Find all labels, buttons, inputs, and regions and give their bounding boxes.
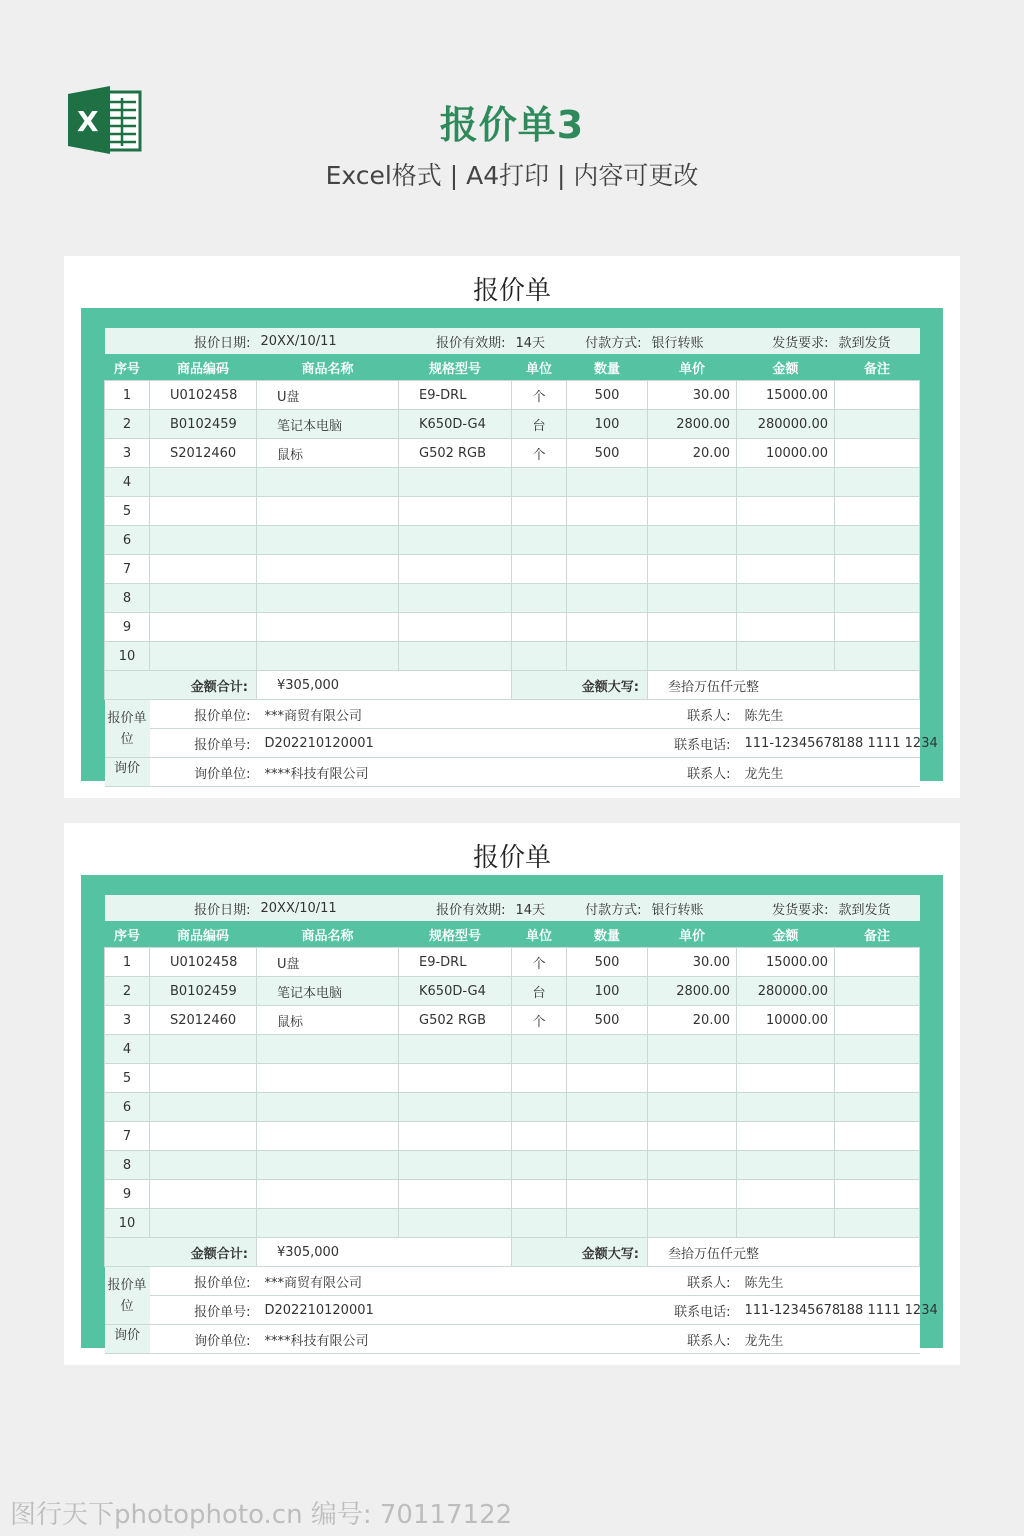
quantity-cell[interactable]: 500 xyxy=(567,1006,648,1035)
unit-price-cell[interactable] xyxy=(648,1151,737,1180)
unit-cell[interactable] xyxy=(512,1064,567,1093)
payment-value[interactable]: 银行转账 xyxy=(648,328,737,354)
sum-label: 金额合计: xyxy=(105,1238,257,1267)
quantity-cell[interactable] xyxy=(567,642,648,671)
quote-sheet xyxy=(64,256,960,798)
unit-price-cell[interactable] xyxy=(648,642,737,671)
product-name-cell[interactable] xyxy=(257,468,399,497)
quote-phone-value-2[interactable]: 188 1111 1234 xyxy=(835,1296,920,1325)
unit-price-cell[interactable] xyxy=(648,497,737,526)
amount-cell[interactable] xyxy=(737,468,835,497)
sheet-title: 报价单 xyxy=(472,276,551,306)
quote-no-label: 报价单号: xyxy=(150,729,257,758)
spec-model-cell[interactable]: K650D-G4 xyxy=(399,410,512,439)
unit-price-cell[interactable] xyxy=(648,1122,737,1151)
product-code-cell[interactable] xyxy=(150,613,257,642)
amount-cell[interactable]: 15000.00 xyxy=(737,381,835,410)
amount-cell[interactable] xyxy=(737,1180,835,1209)
row-index-cell: 1 xyxy=(105,948,150,977)
quote-number-row xyxy=(105,1296,920,1325)
unit-price-cell[interactable] xyxy=(648,526,737,555)
unit-price-cell[interactable] xyxy=(648,584,737,613)
unit-price-cell[interactable]: 2800.00 xyxy=(648,977,737,1006)
spec-model-cell[interactable]: E9-DRL xyxy=(399,948,512,977)
product-code-cell[interactable] xyxy=(150,497,257,526)
unit-cell[interactable] xyxy=(512,1122,567,1151)
info-row xyxy=(105,328,920,354)
product-name-cell[interactable] xyxy=(257,1035,399,1064)
inquiry-party-row xyxy=(105,758,920,787)
unit-cell[interactable]: 个 xyxy=(512,1006,567,1035)
unit-cell[interactable] xyxy=(512,497,567,526)
product-name-cell[interactable]: 鼠标 xyxy=(257,439,399,468)
product-code-cell[interactable]: B0102459 xyxy=(150,410,257,439)
product-code-cell[interactable]: U0102458 xyxy=(150,948,257,977)
unit-cell[interactable] xyxy=(512,1180,567,1209)
table-row xyxy=(105,642,920,671)
quantity-cell[interactable] xyxy=(567,1209,648,1238)
payment-label: 付款方式: xyxy=(567,895,648,921)
unit-cell[interactable] xyxy=(512,555,567,584)
quote-table xyxy=(104,895,938,1354)
product-name-cell[interactable]: 笔记本电脑 xyxy=(257,410,399,439)
product-name-cell[interactable] xyxy=(257,1093,399,1122)
product-code-cell[interactable]: S2012460 xyxy=(150,1006,257,1035)
unit-cell[interactable]: 个 xyxy=(512,439,567,468)
product-name-cell[interactable] xyxy=(257,1209,399,1238)
column-header: 序号 xyxy=(105,354,150,381)
product-code-cell[interactable] xyxy=(150,555,257,584)
row-index-cell: 8 xyxy=(105,584,150,613)
quantity-cell[interactable] xyxy=(567,1035,648,1064)
column-header: 商品编码 xyxy=(150,354,257,381)
unit-price-cell[interactable]: 30.00 xyxy=(648,948,737,977)
spec-model-cell[interactable] xyxy=(399,468,512,497)
sum-upper-label: 金额大写: xyxy=(512,1238,648,1267)
inquiry-unit-value[interactable]: ****科技有限公司 xyxy=(257,1325,567,1354)
unit-price-cell[interactable]: 30.00 xyxy=(648,381,737,410)
quote-sheet xyxy=(64,823,960,1365)
column-header-row xyxy=(105,921,920,948)
watermark: 图行天下photophoto.cn 编号: 70117122 xyxy=(10,1500,513,1530)
valid-period-value[interactable]: 14天 xyxy=(512,895,567,921)
quantity-cell[interactable] xyxy=(567,555,648,584)
quote-contact-value[interactable]: 陈先生 xyxy=(737,1267,920,1296)
remarks-cell[interactable] xyxy=(835,977,920,1006)
sheet-title: 报价单 xyxy=(472,843,551,873)
remarks-cell[interactable] xyxy=(835,642,920,671)
page-subtitle: Excel格式 | A4打印 | 内容可更改 xyxy=(325,161,699,190)
product-code-cell[interactable] xyxy=(150,1035,257,1064)
unit-cell[interactable]: 个 xyxy=(512,381,567,410)
product-code-cell[interactable] xyxy=(150,642,257,671)
column-header: 金额 xyxy=(737,354,835,381)
product-code-cell[interactable] xyxy=(150,1122,257,1151)
unit-cell[interactable] xyxy=(512,1093,567,1122)
payment-value[interactable]: 银行转账 xyxy=(648,895,737,921)
row-index-cell: 5 xyxy=(105,1064,150,1093)
shipping-label: 发货要求: xyxy=(737,328,835,354)
spec-model-cell[interactable] xyxy=(399,497,512,526)
quote-phone-label: 联系电话: xyxy=(567,1296,737,1325)
row-index-cell: 7 xyxy=(105,555,150,584)
spec-model-cell[interactable] xyxy=(399,613,512,642)
sum-upper-value[interactable]: 叁拾万伍仟元整 xyxy=(648,1238,920,1267)
table-row xyxy=(105,381,920,410)
remarks-cell[interactable] xyxy=(835,555,920,584)
unit-cell[interactable] xyxy=(512,1209,567,1238)
product-code-cell[interactable] xyxy=(150,1064,257,1093)
amount-cell[interactable] xyxy=(737,1064,835,1093)
remarks-cell[interactable] xyxy=(835,468,920,497)
row-index-cell: 9 xyxy=(105,613,150,642)
table-row xyxy=(105,948,920,977)
amount-cell[interactable] xyxy=(737,1035,835,1064)
spec-model-cell[interactable]: G502 RGB xyxy=(399,1006,512,1035)
product-name-cell[interactable] xyxy=(257,497,399,526)
shipping-value[interactable]: 款到发货 xyxy=(835,328,920,354)
unit-cell[interactable] xyxy=(512,613,567,642)
table-row xyxy=(105,1006,920,1035)
product-name-cell[interactable]: U盘 xyxy=(257,948,399,977)
remarks-cell[interactable] xyxy=(835,410,920,439)
unit-cell[interactable] xyxy=(512,584,567,613)
sheet-inner xyxy=(104,895,938,1355)
quote-phone-label: 联系电话: xyxy=(567,729,737,758)
sum-upper-label: 金额大写: xyxy=(512,671,648,700)
amount-cell[interactable] xyxy=(737,613,835,642)
product-code-cell[interactable] xyxy=(150,1180,257,1209)
page-header xyxy=(0,0,1024,230)
spec-model-cell[interactable] xyxy=(399,526,512,555)
remarks-cell[interactable] xyxy=(835,1180,920,1209)
amount-cell[interactable] xyxy=(737,526,835,555)
product-name-cell[interactable] xyxy=(257,1151,399,1180)
product-name-cell[interactable] xyxy=(257,1064,399,1093)
spec-model-cell[interactable] xyxy=(399,642,512,671)
quote-unit-label: 报价单位: xyxy=(150,700,257,729)
unit-price-cell[interactable]: 20.00 xyxy=(648,1006,737,1035)
row-index-cell: 6 xyxy=(105,1093,150,1122)
table-row xyxy=(105,555,920,584)
inquiry-unit-label: 询价单位: xyxy=(150,1325,257,1354)
remarks-cell[interactable] xyxy=(835,948,920,977)
remarks-cell[interactable] xyxy=(835,1209,920,1238)
quote-table xyxy=(104,328,938,787)
quote-phone-value-2[interactable]: 188 1111 1234 xyxy=(835,729,920,758)
column-header: 金额 xyxy=(737,921,835,948)
row-index-cell: 1 xyxy=(105,381,150,410)
unit-cell[interactable] xyxy=(512,468,567,497)
quote-phone-value[interactable]: 111-12345678 xyxy=(737,729,835,758)
row-index-cell: 10 xyxy=(105,1209,150,1238)
unit-price-cell[interactable] xyxy=(648,613,737,642)
quote-unit-value[interactable]: ***商贸有限公司 xyxy=(257,1267,567,1296)
amount-cell[interactable] xyxy=(737,1122,835,1151)
quantity-cell[interactable]: 500 xyxy=(567,381,648,410)
amount-cell[interactable] xyxy=(737,584,835,613)
product-code-cell[interactable]: S2012460 xyxy=(150,439,257,468)
quantity-cell[interactable]: 500 xyxy=(567,439,648,468)
quote-party-side: 报价单位 xyxy=(105,1267,150,1325)
column-header: 规格型号 xyxy=(399,921,512,948)
quote-unit-value[interactable]: ***商贸有限公司 xyxy=(257,700,567,729)
inquiry-party-side: 询价 xyxy=(105,1325,150,1354)
unit-price-cell[interactable] xyxy=(648,1209,737,1238)
unit-cell[interactable]: 个 xyxy=(512,948,567,977)
valid-period-value[interactable]: 14天 xyxy=(512,328,567,354)
unit-cell[interactable] xyxy=(512,526,567,555)
quantity-cell[interactable]: 100 xyxy=(567,410,648,439)
product-name-cell[interactable] xyxy=(257,584,399,613)
info-row xyxy=(105,895,920,921)
remarks-cell[interactable] xyxy=(835,439,920,468)
column-header: 序号 xyxy=(105,921,150,948)
remarks-cell[interactable] xyxy=(835,1151,920,1180)
sum-value[interactable]: ¥305,000 xyxy=(257,671,512,700)
column-header: 商品名称 xyxy=(257,354,399,381)
amount-cell[interactable] xyxy=(737,497,835,526)
column-header: 备注 xyxy=(835,921,920,948)
quantity-cell[interactable]: 100 xyxy=(567,977,648,1006)
unit-price-cell[interactable] xyxy=(648,1180,737,1209)
spec-model-cell[interactable] xyxy=(399,1122,512,1151)
product-code-cell[interactable]: U0102458 xyxy=(150,381,257,410)
quote-date-label: 报价日期: xyxy=(150,328,257,354)
table-row xyxy=(105,1122,920,1151)
product-name-cell[interactable] xyxy=(257,526,399,555)
remarks-cell[interactable] xyxy=(835,1035,920,1064)
column-header: 单位 xyxy=(512,354,567,381)
unit-price-cell[interactable] xyxy=(648,555,737,584)
shipping-value[interactable]: 款到发货 xyxy=(835,895,920,921)
unit-price-cell[interactable] xyxy=(648,1093,737,1122)
product-code-cell[interactable] xyxy=(150,526,257,555)
product-code-cell[interactable] xyxy=(150,1151,257,1180)
product-name-cell[interactable]: 笔记本电脑 xyxy=(257,977,399,1006)
row-index-cell: 6 xyxy=(105,526,150,555)
quantity-cell[interactable]: 500 xyxy=(567,948,648,977)
remarks-cell[interactable] xyxy=(835,526,920,555)
table-row xyxy=(105,439,920,468)
column-header: 商品名称 xyxy=(257,921,399,948)
quote-no-value[interactable]: D202210120001 xyxy=(257,1296,567,1325)
quote-party-side: 报价单位 xyxy=(105,700,150,758)
product-code-cell[interactable] xyxy=(150,468,257,497)
quantity-cell[interactable] xyxy=(567,497,648,526)
spec-model-cell[interactable] xyxy=(399,1209,512,1238)
inquiry-contact-value[interactable]: 龙先生 xyxy=(737,758,920,787)
amount-cell[interactable] xyxy=(737,555,835,584)
quantity-cell[interactable] xyxy=(567,1093,648,1122)
quantity-cell[interactable] xyxy=(567,468,648,497)
remarks-cell[interactable] xyxy=(835,1122,920,1151)
column-header: 规格型号 xyxy=(399,354,512,381)
quantity-cell[interactable] xyxy=(567,584,648,613)
unit-price-cell[interactable] xyxy=(648,1064,737,1093)
column-header: 商品编码 xyxy=(150,921,257,948)
table-row xyxy=(105,584,920,613)
unit-cell[interactable] xyxy=(512,1151,567,1180)
valid-period-label: 报价有效期: xyxy=(399,328,512,354)
unit-price-cell[interactable]: 20.00 xyxy=(648,439,737,468)
column-header: 单位 xyxy=(512,921,567,948)
payment-label: 付款方式: xyxy=(567,328,648,354)
spec-model-cell[interactable] xyxy=(399,1093,512,1122)
amount-cell[interactable] xyxy=(737,1209,835,1238)
table-row xyxy=(105,613,920,642)
table-row xyxy=(105,497,920,526)
column-header: 备注 xyxy=(835,354,920,381)
unit-cell[interactable] xyxy=(512,642,567,671)
spec-model-cell[interactable]: G502 RGB xyxy=(399,439,512,468)
spec-model-cell[interactable]: E9-DRL xyxy=(399,381,512,410)
quote-no-value[interactable]: D202210120001 xyxy=(257,729,567,758)
quote-contact-value[interactable]: 陈先生 xyxy=(737,700,920,729)
product-name-cell[interactable] xyxy=(257,555,399,584)
remarks-cell[interactable] xyxy=(835,584,920,613)
table-row xyxy=(105,468,920,497)
unit-price-cell[interactable] xyxy=(648,468,737,497)
row-index-cell: 4 xyxy=(105,1035,150,1064)
quote-number-row xyxy=(105,729,920,758)
quantity-cell[interactable] xyxy=(567,1151,648,1180)
inquiry-contact-label: 联系人: xyxy=(567,758,737,787)
table-row xyxy=(105,1180,920,1209)
column-header: 单价 xyxy=(648,354,737,381)
table-row xyxy=(105,1064,920,1093)
remarks-cell[interactable] xyxy=(835,497,920,526)
row-index-cell: 7 xyxy=(105,1122,150,1151)
spec-model-cell[interactable] xyxy=(399,584,512,613)
row-index-cell: 8 xyxy=(105,1151,150,1180)
quantity-cell[interactable] xyxy=(567,1180,648,1209)
sum-value[interactable]: ¥305,000 xyxy=(257,1238,512,1267)
remarks-cell[interactable] xyxy=(835,1006,920,1035)
row-index-cell: 2 xyxy=(105,410,150,439)
quantity-cell[interactable] xyxy=(567,1064,648,1093)
table-row xyxy=(105,1151,920,1180)
column-header-row xyxy=(105,354,920,381)
remarks-cell[interactable] xyxy=(835,381,920,410)
svg-text:X: X xyxy=(77,105,99,138)
remarks-cell[interactable] xyxy=(835,613,920,642)
remarks-cell[interactable] xyxy=(835,1093,920,1122)
quantity-cell[interactable] xyxy=(567,1122,648,1151)
quote-contact-label: 联系人: xyxy=(567,1267,737,1296)
page-title: 报价单3 xyxy=(439,103,585,147)
row-index-cell: 9 xyxy=(105,1180,150,1209)
amount-cell[interactable]: 10000.00 xyxy=(737,1006,835,1035)
spec-model-cell[interactable] xyxy=(399,1035,512,1064)
quote-date-value[interactable]: 20XX/10/11 xyxy=(257,895,399,921)
amount-cell[interactable]: 15000.00 xyxy=(737,948,835,977)
amount-cell[interactable]: 10000.00 xyxy=(737,439,835,468)
product-code-cell[interactable] xyxy=(150,1209,257,1238)
table-row xyxy=(105,1093,920,1122)
row-index-cell: 10 xyxy=(105,642,150,671)
inquiry-unit-value[interactable]: ****科技有限公司 xyxy=(257,758,567,787)
total-row xyxy=(105,1238,920,1267)
sheet-frame xyxy=(81,875,943,1348)
table-row xyxy=(105,526,920,555)
sum-label: 金额合计: xyxy=(105,671,257,700)
row-index-cell: 5 xyxy=(105,497,150,526)
column-header: 数量 xyxy=(567,921,648,948)
product-name-cell[interactable] xyxy=(257,613,399,642)
inquiry-unit-label: 询价单位: xyxy=(150,758,257,787)
product-name-cell[interactable] xyxy=(257,642,399,671)
amount-cell[interactable] xyxy=(737,1093,835,1122)
sum-upper-value[interactable]: 叁拾万伍仟元整 xyxy=(648,671,920,700)
row-index-cell: 4 xyxy=(105,468,150,497)
unit-cell[interactable]: 台 xyxy=(512,977,567,1006)
row-index-cell: 2 xyxy=(105,977,150,1006)
row-index-cell: 3 xyxy=(105,1006,150,1035)
product-name-cell[interactable]: U盘 xyxy=(257,381,399,410)
table-row xyxy=(105,1209,920,1238)
unit-cell[interactable]: 台 xyxy=(512,410,567,439)
inquiry-party-side: 询价 xyxy=(105,758,150,787)
quote-contact-label: 联系人: xyxy=(567,700,737,729)
spec-model-cell[interactable] xyxy=(399,555,512,584)
row-index-cell: 3 xyxy=(105,439,150,468)
unit-cell[interactable] xyxy=(512,1035,567,1064)
inquiry-contact-label: 联系人: xyxy=(567,1325,737,1354)
unit-price-cell[interactable] xyxy=(648,1035,737,1064)
remarks-cell[interactable] xyxy=(835,1064,920,1093)
product-code-cell[interactable]: B0102459 xyxy=(150,977,257,1006)
valid-period-label: 报价有效期: xyxy=(399,895,512,921)
shipping-label: 发货要求: xyxy=(737,895,835,921)
quantity-cell[interactable] xyxy=(567,613,648,642)
product-code-cell[interactable] xyxy=(150,584,257,613)
quote-date-value[interactable]: 20XX/10/11 xyxy=(257,328,399,354)
quantity-cell[interactable] xyxy=(567,526,648,555)
amount-cell[interactable]: 280000.00 xyxy=(737,410,835,439)
product-name-cell[interactable]: 鼠标 xyxy=(257,1006,399,1035)
quote-unit-label: 报价单位: xyxy=(150,1267,257,1296)
quote-no-label: 报价单号: xyxy=(150,1296,257,1325)
inquiry-contact-value[interactable]: 龙先生 xyxy=(737,1325,920,1354)
spec-model-cell[interactable]: K650D-G4 xyxy=(399,977,512,1006)
quote-date-label: 报价日期: xyxy=(150,895,257,921)
product-name-cell[interactable] xyxy=(257,1122,399,1151)
table-row xyxy=(105,410,920,439)
product-name-cell[interactable] xyxy=(257,1180,399,1209)
sheet-inner xyxy=(104,328,938,788)
table-row xyxy=(105,977,920,1006)
product-code-cell[interactable] xyxy=(150,1093,257,1122)
spec-model-cell[interactable] xyxy=(399,1180,512,1209)
spec-model-cell[interactable] xyxy=(399,1151,512,1180)
amount-cell[interactable] xyxy=(737,642,835,671)
inquiry-party-row xyxy=(105,1325,920,1354)
column-header: 数量 xyxy=(567,354,648,381)
quote-party-row xyxy=(105,700,920,729)
quote-party-row xyxy=(105,1267,920,1296)
column-header: 单价 xyxy=(648,921,737,948)
table-row xyxy=(105,1035,920,1064)
sheet-frame xyxy=(81,308,943,781)
spec-model-cell[interactable] xyxy=(399,1064,512,1093)
total-row xyxy=(105,671,920,700)
quote-phone-value[interactable]: 111-12345678 xyxy=(737,1296,835,1325)
amount-cell[interactable] xyxy=(737,1151,835,1180)
unit-price-cell[interactable]: 2800.00 xyxy=(648,410,737,439)
amount-cell[interactable]: 280000.00 xyxy=(737,977,835,1006)
